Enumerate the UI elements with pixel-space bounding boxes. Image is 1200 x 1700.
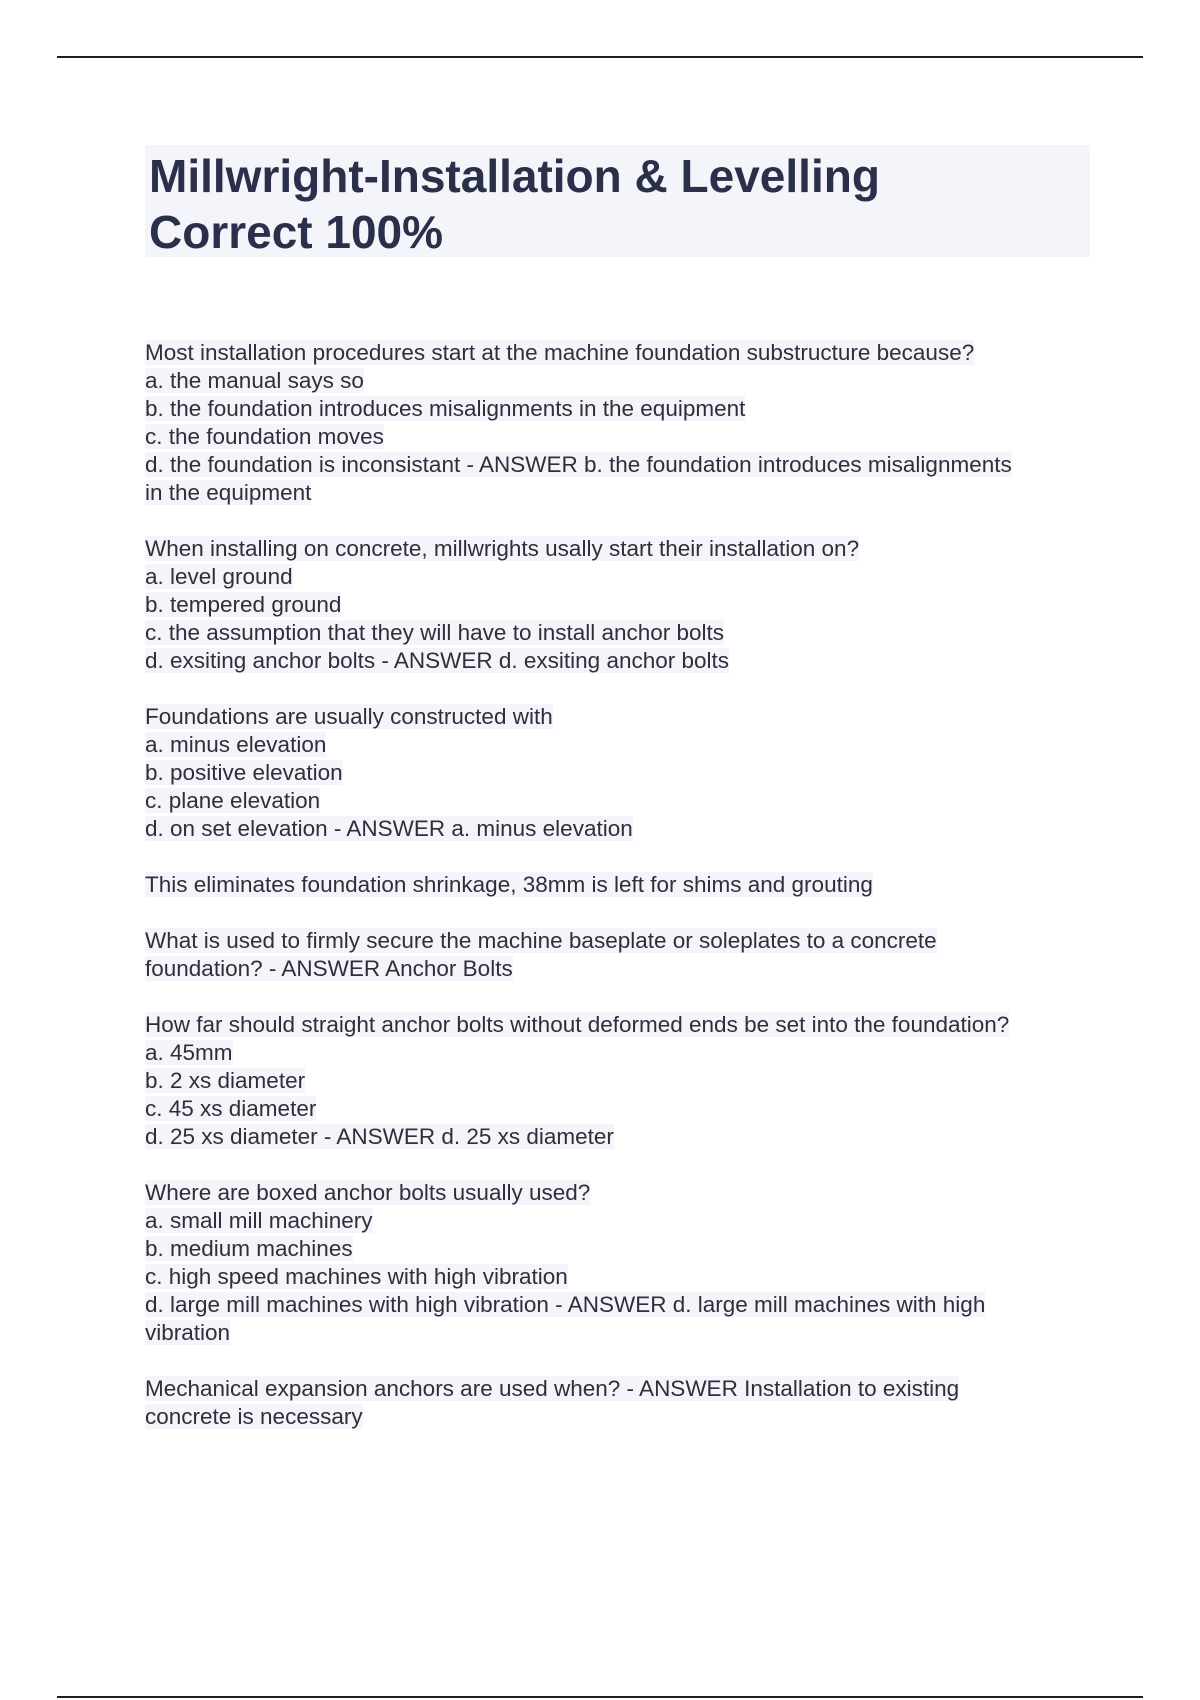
- qa-line: a. minus elevation: [145, 732, 327, 757]
- qa-line: b. tempered ground: [145, 592, 342, 617]
- qa-block-1: [145, 339, 1090, 507]
- qa-line: b. positive elevation: [145, 760, 343, 785]
- qa-block-6: [145, 1011, 1090, 1151]
- qa-line: c. high speed machines with high vibration: [145, 1264, 568, 1289]
- qa-line: vibration: [145, 1320, 231, 1345]
- qa-block-3: [145, 703, 1090, 843]
- qa-line: c. plane elevation: [145, 788, 321, 813]
- qa-line: d. on set elevation - ANSWER a. minus elevation: [145, 816, 633, 841]
- qa-line: d. the foundation is inconsistant - ANSWER b. the foundation introduces misalignments: [145, 452, 1012, 477]
- qa-line: Most installation procedures start at the machine foundation substructure because?: [145, 340, 975, 365]
- qa-list: [145, 339, 1090, 1459]
- title-line-2: Correct 100%: [149, 206, 444, 258]
- qa-line: This eliminates foundation shrinkage, 38mm is left for shims and grouting: [145, 872, 873, 897]
- qa-line: How far should straight anchor bolts without deformed ends be set into the foundation?: [145, 1012, 1010, 1037]
- title-line-1: Millwright-Installation & Levelling: [149, 150, 880, 202]
- qa-block-7: [145, 1179, 1090, 1347]
- qa-block-2: [145, 535, 1090, 675]
- qa-line: d. large mill machines with high vibration - ANSWER d. large mill machines with high: [145, 1292, 986, 1317]
- qa-line: concrete is necessary: [145, 1404, 363, 1429]
- qa-line: d. exsiting anchor bolts - ANSWER d. exsiting anchor bolts: [145, 648, 730, 673]
- qa-line: c. the foundation moves: [145, 424, 384, 449]
- qa-line: c. the assumption that they will have to install anchor bolts: [145, 620, 725, 645]
- qa-line: Where are boxed anchor bolts usually used?: [145, 1180, 591, 1205]
- qa-line: b. 2 xs diameter: [145, 1068, 306, 1093]
- qa-line: a. level ground: [145, 564, 293, 589]
- qa-line: b. medium machines: [145, 1236, 353, 1261]
- qa-line: Foundations are usually constructed with: [145, 704, 553, 729]
- qa-line: What is used to firmly secure the machine baseplate or soleplates to a concrete: [145, 928, 937, 953]
- qa-line: a. small mill machinery: [145, 1208, 373, 1233]
- qa-line: b. the foundation introduces misalignments in the equipment: [145, 396, 746, 421]
- title-block: [145, 145, 1090, 257]
- bottom-rule: [57, 1696, 1143, 1698]
- qa-line: in the equipment: [145, 480, 312, 505]
- qa-block-8: [145, 1375, 1090, 1431]
- qa-line: When installing on concrete, millwrights usally start their installation on?: [145, 536, 860, 561]
- qa-line: d. 25 xs diameter - ANSWER d. 25 xs diameter: [145, 1124, 614, 1149]
- top-rule: [57, 56, 1143, 58]
- document-title: [149, 145, 1086, 260]
- qa-line: foundation? - ANSWER Anchor Bolts: [145, 956, 513, 981]
- qa-line: c. 45 xs diameter: [145, 1096, 317, 1121]
- qa-line: Mechanical expansion anchors are used when? - ANSWER Installation to existing: [145, 1376, 960, 1401]
- qa-block-4: [145, 871, 1090, 899]
- qa-line: a. the manual says so: [145, 368, 364, 393]
- qa-block-5: [145, 927, 1090, 983]
- qa-line: a. 45mm: [145, 1040, 233, 1065]
